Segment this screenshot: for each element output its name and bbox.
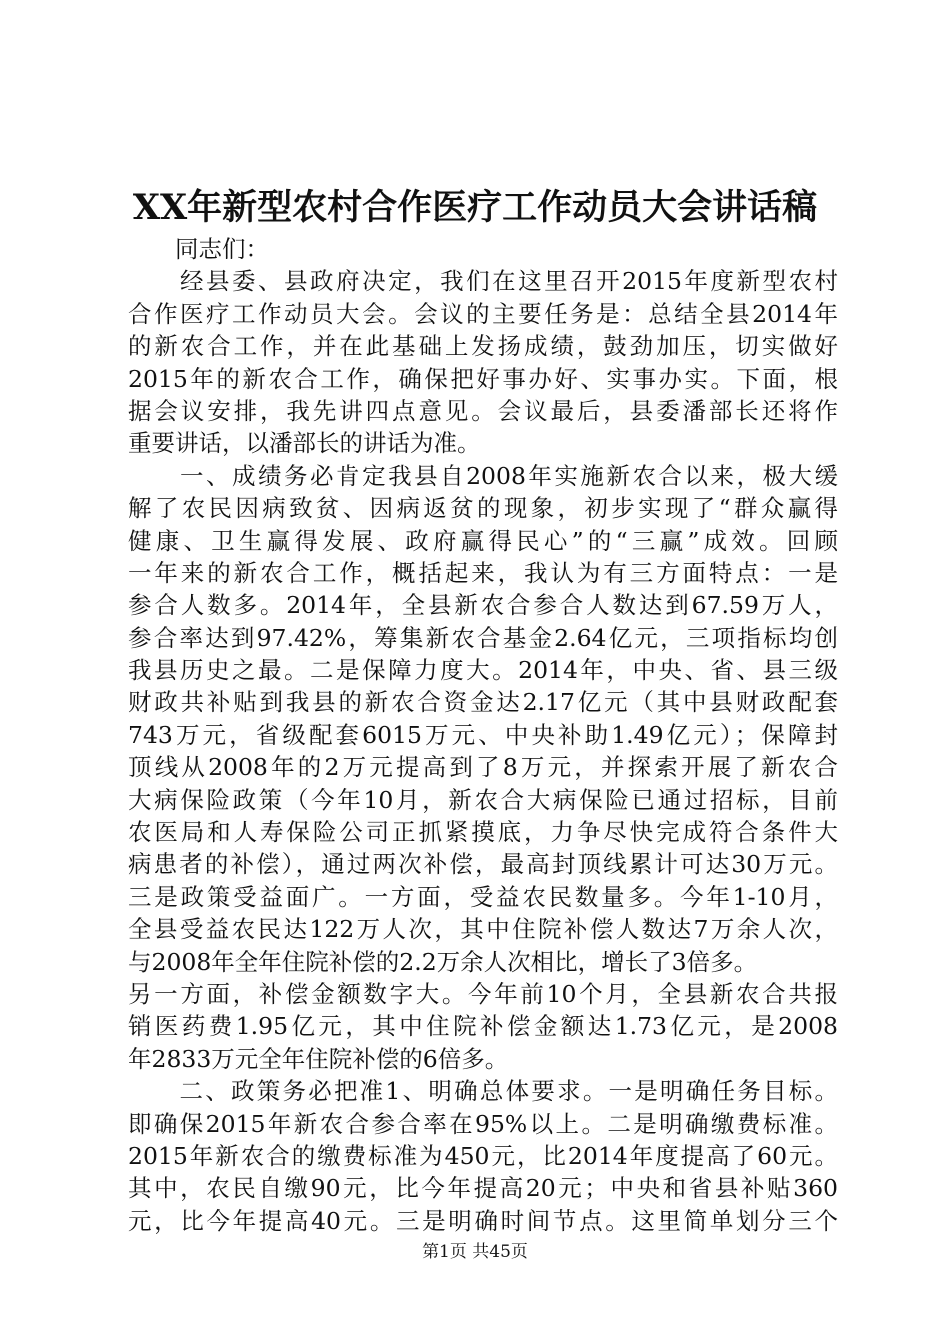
text-line: 病患者的补偿），通过两次补偿，最高封顶线累计可达30万元。 [128,850,838,879]
text-line: 合作医疗工作动员大会。会议的主要任务是：总结全县2014年 [128,299,838,328]
text-line: 三是政策受益面广。一方面，受益农民数量多。今年1-10月， [128,882,838,911]
text-line: 大病保险政策（今年10月，新农合大病保险已通过招标，目前 [128,785,838,814]
text-line: 与2008年全年住院补偿的2.2万余人次相比，增长了3倍多。 [128,947,758,976]
text-line: 即确保2015年新农合参合率在95%以上。二是明确缴费标准。 [128,1109,838,1138]
text-line: 元，比今年提高40元。三是明确时间节点。这里简单划分三个 [128,1206,838,1235]
text-line: 财政共补贴到我县的新农合资金达2.17亿元（其中县财政配套 [128,688,838,717]
page-title: XX年新型农村合作医疗工作动员大会讲话稿 [132,187,818,228]
text-line: 2015年的新农合工作，确保把好事办好、实事办实。下面，根 [128,364,838,393]
text-line: 同志们： [128,235,269,263]
text-line: 其中，农民自缴90元，比今年提高20元；中央和省县补贴360 [128,1174,838,1203]
text-line: 经县委、县政府决定，我们在这里召开2015年度新型农村 [128,267,838,296]
page-footer: 第1页 共45页 [422,1242,528,1262]
text-line: 2015年新农合的缴费标准为450元，比2014年度提高了60元。 [128,1141,838,1170]
text-line: 解了农民因病致贫、因病返贫的现象，初步实现了“群众赢得 [128,494,838,523]
text-line: 全县受益农民达122万人次，其中住院补偿人数达7万余人次， [128,915,838,944]
text-line: 顶线从2008年的2万元提高到了8万元，并探索开展了新农合 [128,753,838,782]
text-line: 据会议安排，我先讲四点意见。会议最后，县委潘部长还将作 [128,396,838,425]
body-text [128,233,838,1237]
text-line: 二、政策务必把准1、明确总体要求。一是明确任务目标。 [128,1077,838,1106]
text-line: 另一方面，补偿金额数字大。今年前10个月，全县新农合共报 [128,979,838,1008]
text-line: 年2833万元全年住院补偿的6倍多。 [128,1044,509,1073]
text-line: 的新农合工作，并在此基础上发扬成绩，鼓劲加压，切实做好 [128,332,838,361]
text-line: 健康、卫生赢得发展、政府赢得民心”的“三赢”成效。回顾 [128,526,838,555]
text-line: 我县历史之最。二是保障力度大。2014年，中央、省、县三级 [128,656,838,685]
text-line: 743万元，省级配套6015万元、中央补助1.49亿元）；保障封 [128,720,838,749]
text-line: 重要讲话，以潘部长的讲话为准。 [128,429,481,458]
text-line: 一年来的新农合工作，概括起来，我认为有三方面特点：一是 [128,558,838,587]
text-line: 参合率达到97.42%，筹集新农合基金2.64亿元，三项指标均创 [128,623,838,652]
text-line: 参合人数多。2014年，全县新农合参合人数达到67.59万人， [128,591,838,620]
text-line: 农医局和人寿保险公司正抓紧摸底，力争尽快完成符合条件大 [128,818,838,847]
text-line: 销医药费1.95亿元，其中住院补偿金额达1.73亿元，是2008 [128,1012,838,1041]
text-line: 一、成绩务必肯定我县自2008年实施新农合以来，极大缓 [128,461,838,490]
